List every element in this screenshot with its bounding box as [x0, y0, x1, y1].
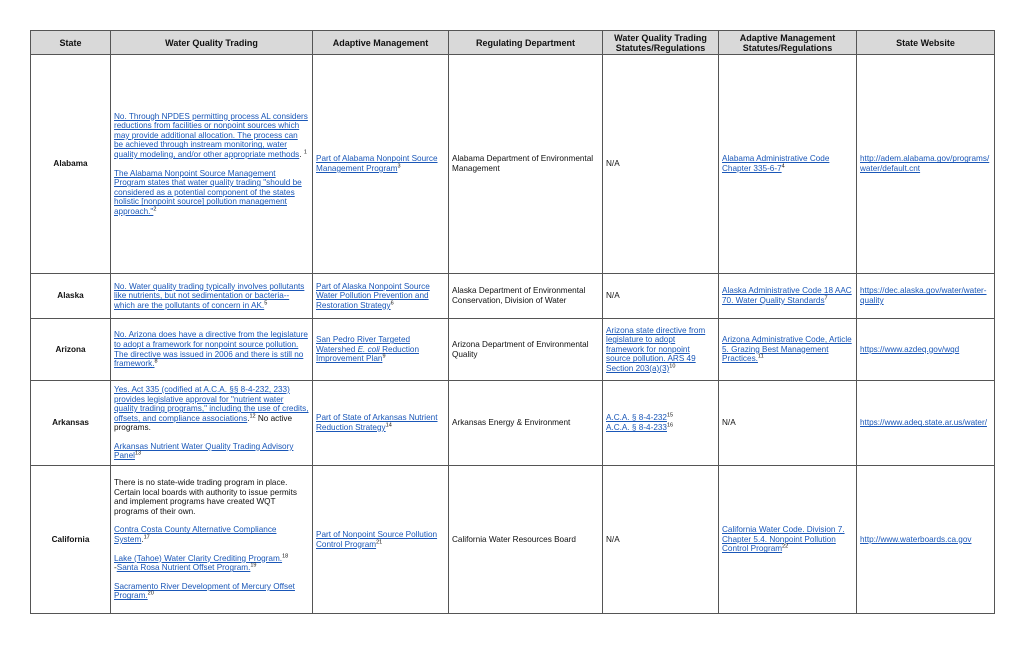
wqt-link[interactable]: Lake (Tahoe) Water Clarity Crediting Program.: [114, 553, 283, 563]
footnote-ref: 22: [782, 543, 789, 550]
wqt-cell: [111, 274, 313, 319]
footnote-ref: 18: [282, 552, 289, 559]
am-statute-link[interactable]: Arizona Administrative Code, Article 5. Grazing Best Management Practices.: [722, 335, 852, 364]
footnote-ref: 2: [153, 206, 157, 213]
wqt-link[interactable]: Contra Costa County Alternative Compliance System: [114, 525, 277, 544]
header-wqt-statutes: [603, 31, 719, 55]
am-link[interactable]: [316, 335, 419, 363]
website-cell: [857, 381, 995, 466]
state-name: Arizona: [31, 319, 111, 381]
footnote-ref: 10: [669, 363, 676, 370]
wqt-intro: There is no state-wide trading program in place. Certain local boards with authority to issue permits and implement programs have created WQT programs of their own.: [114, 478, 297, 516]
wqt-link[interactable]: Yes. Act 335 (codified at A.C.A. §§ 8-4-232, 233) provides legislative approval for "nutrient water quality trading programs," including the use of credits, offsets, and compliance associations: [114, 384, 309, 423]
punctuation: .: [141, 535, 144, 544]
am-link[interactable]: Part of Alaska Nonpoint Source Water Pollution Prevention and Restoration Strategy: [316, 281, 430, 310]
am-cell: [313, 381, 449, 466]
table-row-alabama: [31, 55, 995, 274]
wqt-statute-cell: [603, 381, 719, 466]
punctuation: .: [247, 413, 250, 423]
website-cell: [857, 274, 995, 319]
wqt-note: No active programs.: [114, 413, 293, 433]
footnote-ref: 7: [824, 295, 828, 302]
header-row: [31, 31, 995, 55]
table-row-california: [31, 466, 995, 614]
website-cell: [857, 466, 995, 614]
state-water-quality-table: [30, 30, 995, 614]
am-statute-link[interactable]: Alaska Administrative Code 18 AAC 70. Water Quality Standards: [722, 286, 852, 305]
wqt-statute-cell: N/A: [603, 274, 719, 319]
website-link[interactable]: https://www.adeq.state.ar.us/water/: [860, 418, 987, 428]
dept-cell: California Water Resources Board: [449, 466, 603, 614]
wqt-statute-cell: [603, 319, 719, 381]
footnote-ref: 13: [134, 450, 142, 457]
am-cell: [313, 274, 449, 319]
header-wqt-statutes-line1: Water Quality Trading: [614, 32, 707, 43]
wqt-statute-link[interactable]: A.C.A. § 8-4-233: [606, 423, 667, 432]
header-adaptive-management: Adaptive Management: [313, 31, 449, 55]
wqt-link[interactable]: Santa Rosa Nutrient Offset Program.: [116, 563, 251, 573]
website-cell: [857, 55, 995, 274]
table-row-alaska: [31, 274, 995, 319]
am-statute-cell: [719, 274, 857, 319]
am-link[interactable]: Part of Nonpoint Source Pollution Control Program: [316, 529, 438, 549]
wqt-link[interactable]: The Alabama Nonpoint Source Management Program states that water quality trading "should be considered as a potential component of the states holistic [nonpoint source] pollution management approach.": [114, 168, 302, 216]
header-am-statutes: [719, 31, 857, 55]
wqt-link[interactable]: No. Water quality trading typically involves pollutants like nutrients, but not sedimentation or bacteria--which are the pollutants of concern in AK.: [114, 281, 305, 310]
am-link-text: San Pedro River Targeted Watershed: [316, 335, 411, 354]
dept-cell: Alabama Department of Environmental Management: [449, 55, 603, 274]
am-link-italic: E. coli: [357, 344, 380, 354]
am-cell: [313, 466, 449, 614]
wqt-statute-cell: N/A: [603, 466, 719, 614]
wqt-link[interactable]: No. Arizona does have a directive from the legislature to adopt a framework for nonpoint source pollution. The directive was issued in 2006 and there is still no framework.: [114, 330, 308, 369]
footnote-ref: 16: [666, 422, 674, 429]
website-link[interactable]: https://www.azdeq.gov/wqd: [860, 344, 960, 354]
website-link[interactable]: http://www.waterboards.ca.gov: [860, 534, 972, 544]
dept-cell: Arkansas Energy & Environment: [449, 381, 603, 466]
wqt-statute-link[interactable]: Arizona state directive from legislature to adopt framework for nonpoint source pollution. ARS 49 Section 203(a)(3): [606, 325, 706, 373]
am-statute-cell: N/A: [719, 381, 857, 466]
footnote-ref: 20: [147, 590, 154, 597]
website-cell: [857, 319, 995, 381]
header-am-statutes-line1: Adaptive Management: [739, 32, 836, 43]
wqt-statute-cell: N/A: [603, 55, 719, 274]
am-statute-cell: [719, 55, 857, 274]
state-name: Alaska: [31, 274, 111, 319]
wqt-cell: [111, 319, 313, 381]
wqt-link[interactable]: Sacramento River Development of Mercury Offset Program.: [114, 581, 295, 601]
table-row-arizona: [31, 319, 995, 381]
punctuation: .: [299, 149, 304, 159]
am-statute-link[interactable]: Alabama Administrative Code Chapter 335-6-7: [722, 154, 830, 173]
am-link[interactable]: Part of Alabama Nonpoint Source Management Program: [316, 154, 438, 173]
am-link-text: Reduction Improvement Plan: [316, 344, 420, 364]
wqt-cell: [111, 55, 313, 274]
am-statute-cell: [719, 466, 857, 614]
footnote-ref: 3: [397, 163, 401, 170]
header-am-statutes-line2: Statutes/Regulations: [742, 42, 833, 53]
footnote-ref: 9: [382, 353, 386, 360]
wqt-link[interactable]: No. Through NPDES permitting process AL considers reductions from facilities or nonpoint sources which may provide additional allocation. The process can be achieved through instream monitoring, water quality modeling, and/or other appropriate methods: [114, 111, 308, 159]
footnote-ref: 15: [666, 412, 674, 419]
am-statute-link[interactable]: California Water Code. Division 7. Chapter 5.4. Nonpoint Pollution Control Program: [722, 525, 845, 554]
footnote-ref: 19: [250, 562, 257, 569]
wqt-link[interactable]: Arkansas Nutrient Water Quality Trading Advisory Panel: [114, 441, 294, 461]
footnote-ref: 17: [143, 534, 150, 541]
am-cell: [313, 319, 449, 381]
am-link[interactable]: Part of State of Arkansas Nutrient Reduction Strategy: [316, 413, 438, 432]
am-cell: [313, 55, 449, 274]
wqt-statute-link[interactable]: A.C.A. § 8-4-232: [606, 413, 667, 423]
website-link[interactable]: https://dec.alaska.gov/water/water-quality: [860, 286, 987, 305]
footnote-ref: 11: [757, 353, 764, 360]
state-name: Alabama: [31, 55, 111, 274]
wqt-cell: [111, 381, 313, 466]
state-name: California: [31, 466, 111, 614]
wqt-cell: [111, 466, 313, 614]
header-regulating-department: Regulating Department: [449, 31, 603, 55]
footnote-ref: 14: [385, 422, 392, 429]
footnote-ref: 6: [390, 300, 394, 307]
header-state-website: State Website: [857, 31, 995, 55]
footnote-ref: 1: [303, 149, 307, 156]
header-wqt-statutes-line2: Statutes/Regulations: [615, 42, 706, 53]
footnote-ref: 4: [781, 163, 785, 170]
footnote-ref: 21: [376, 538, 383, 545]
table-row-arkansas: [31, 381, 995, 466]
header-state: State: [31, 31, 111, 55]
state-name: Arkansas: [31, 381, 111, 466]
dash: -: [114, 563, 117, 573]
footnote-ref: 8: [154, 358, 158, 365]
dept-cell: Arizona Department of Environmental Quality: [449, 319, 603, 381]
footnote-ref: 12: [249, 412, 256, 419]
am-statute-cell: [719, 319, 857, 381]
dept-cell: Alaska Department of Environmental Conservation, Division of Water: [449, 274, 603, 319]
website-link[interactable]: http://adem.alabama.gov/programs/water/default.cnt: [860, 154, 990, 173]
header-water-quality-trading: Water Quality Trading: [111, 31, 313, 55]
footnote-ref: 5: [264, 300, 268, 307]
